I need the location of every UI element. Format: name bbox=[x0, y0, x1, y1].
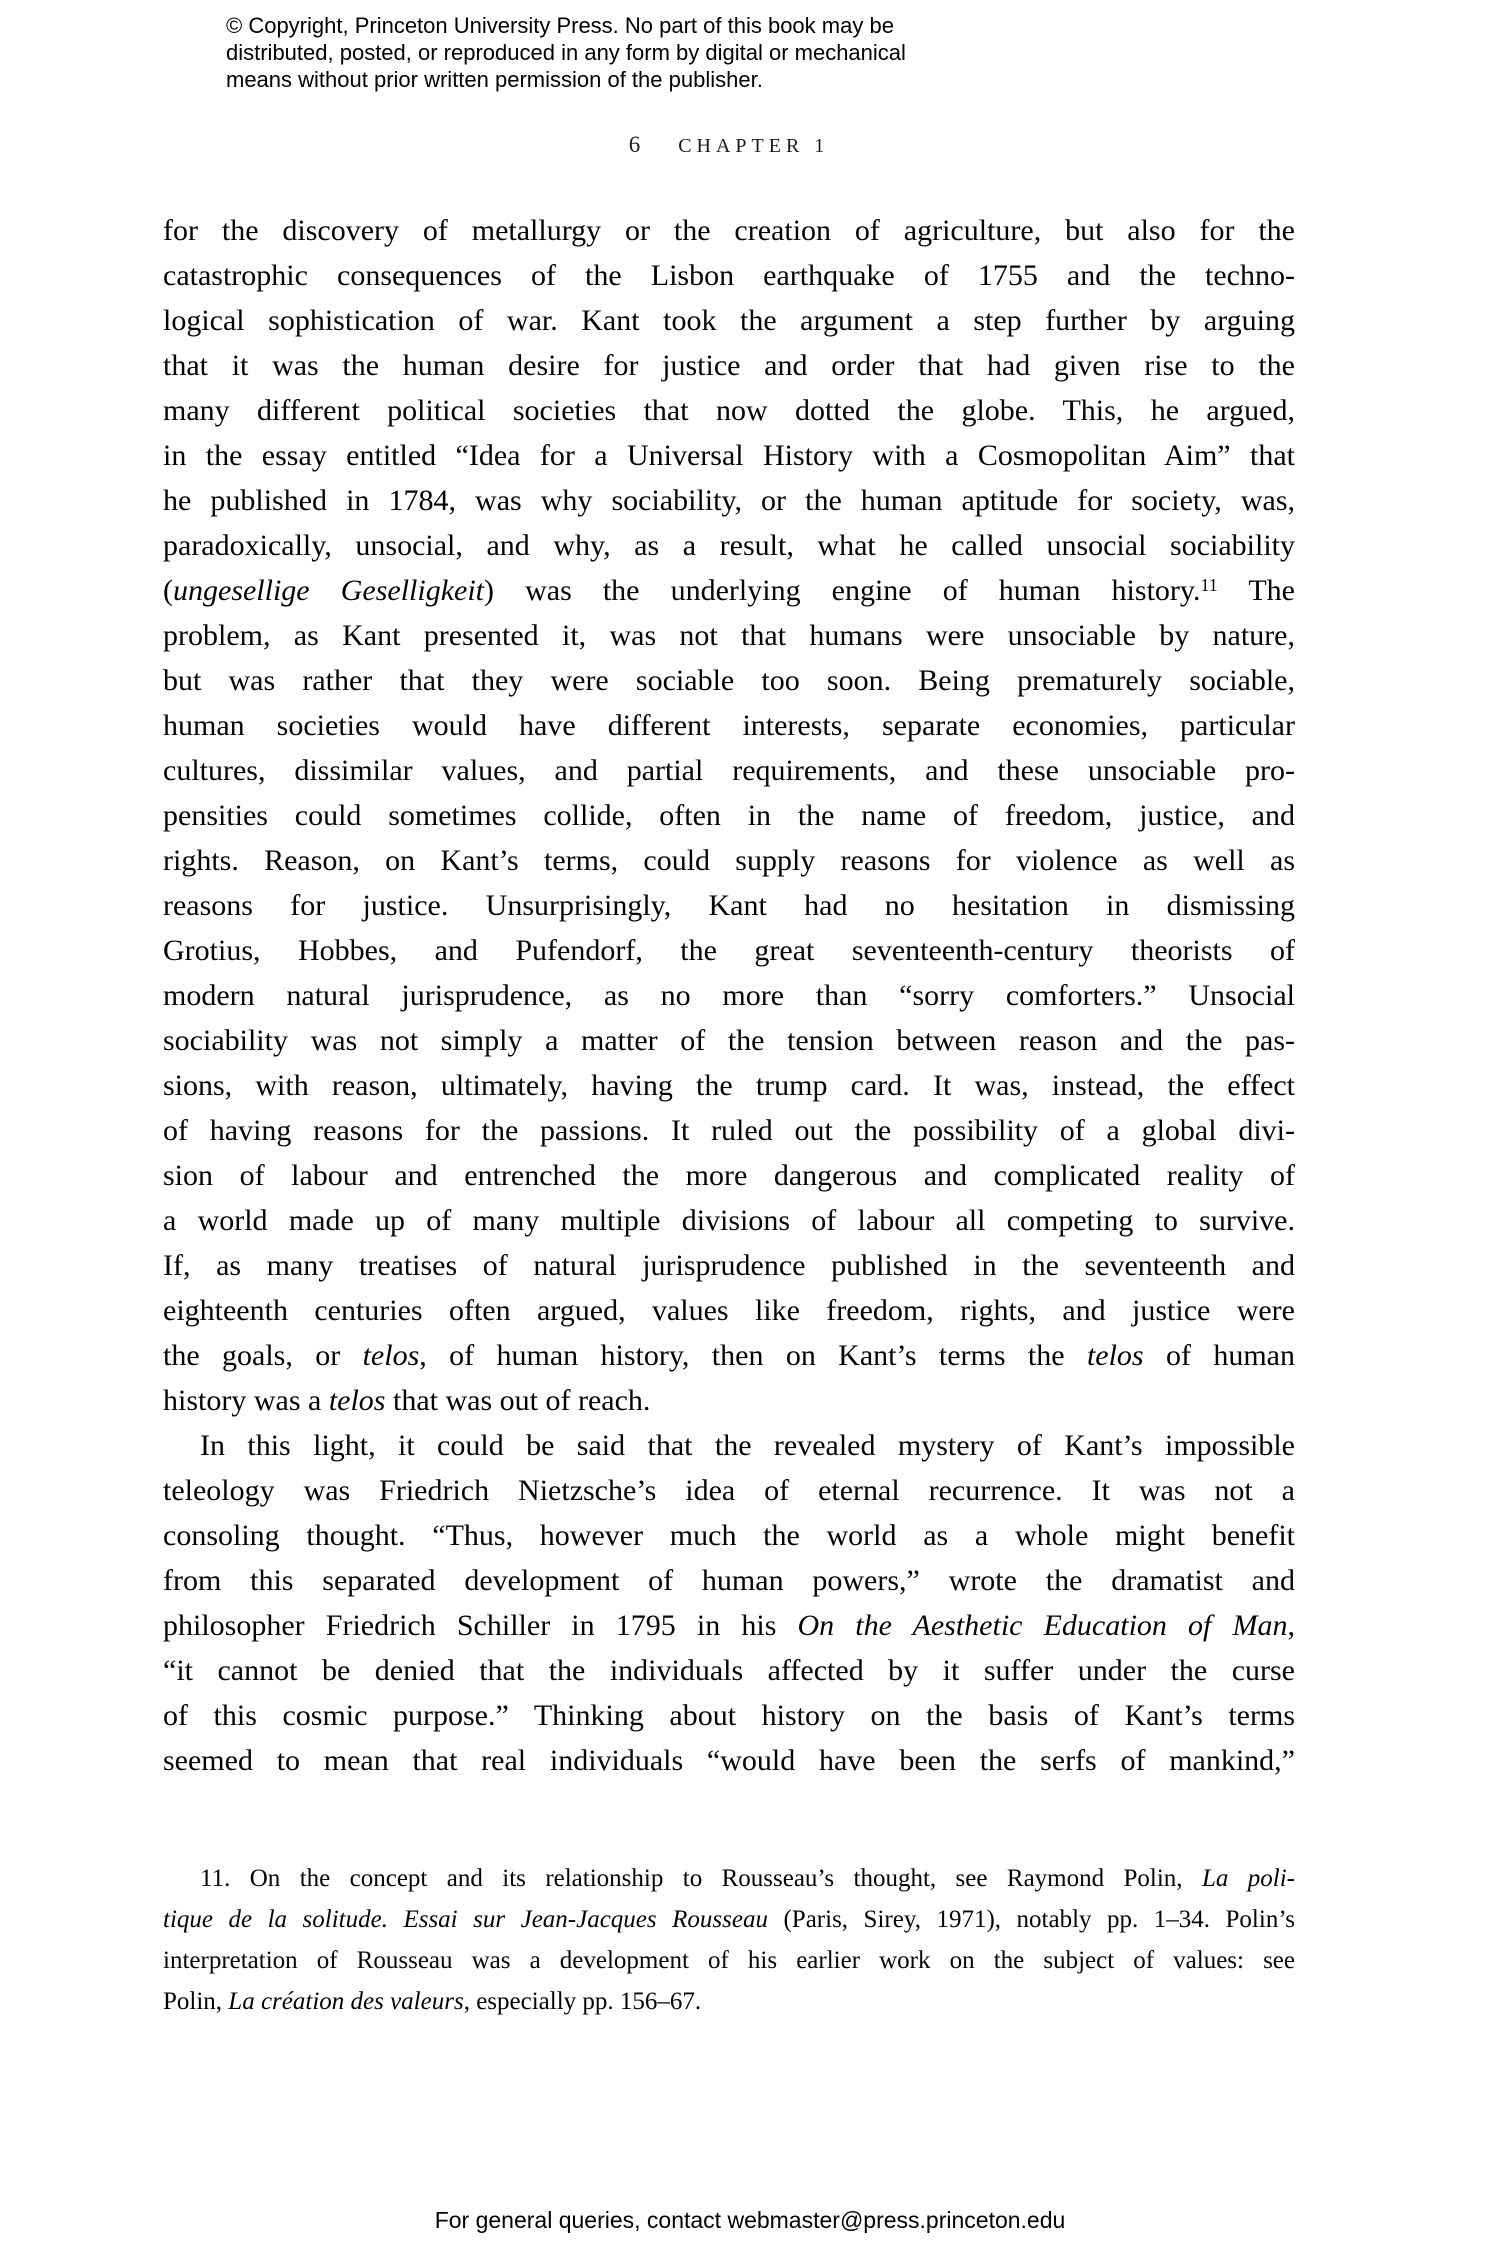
page-number: 6 bbox=[628, 132, 641, 157]
text-line: he published in 1784, was why sociability, or the human aptitude for society, was, bbox=[163, 484, 1295, 517]
copyright-notice bbox=[226, 12, 906, 93]
text-line: many different political societies that now dotted the globe. This, he argued, bbox=[163, 394, 1295, 427]
text-line: of having reasons for the passions. It ruled out the possibility of a global divi- bbox=[163, 1114, 1295, 1147]
paragraph bbox=[163, 208, 1295, 1423]
text-line: interpretation of Rousseau was a development of his earlier work on the subject of values: see bbox=[163, 1947, 1295, 1974]
text-line: cultures, dissimilar values, and partial requirements, and these unsociable pro- bbox=[163, 754, 1295, 787]
text-line: rights. Reason, on Kant’s terms, could supply reasons for violence as well as bbox=[163, 844, 1295, 877]
copyright-line-3: means without prior written permission of the publisher. bbox=[226, 67, 763, 92]
text-line: 11. On the concept and its relationship to Rousseau’s thought, see Raymond Polin, La poli- bbox=[200, 1865, 1295, 1892]
text-line: catastrophic consequences of the Lisbon earthquake of 1755 and the techno- bbox=[163, 259, 1295, 292]
text-line: for the discovery of metallurgy or the creation of agriculture, but also for the bbox=[163, 214, 1295, 247]
text-line: history was a telos that was out of reach. bbox=[163, 1384, 651, 1417]
text-line: Polin, La création des valeurs, especially pp. 156–67. bbox=[163, 1988, 702, 2015]
text-line: seemed to mean that real individuals “would have been the serfs of mankind,” bbox=[163, 1744, 1295, 1777]
text-line: modern natural jurisprudence, as no more than “sorry comforters.” Unsocial bbox=[163, 979, 1295, 1012]
text-line: “it cannot be denied that the individuals affected by it suffer under the curse bbox=[163, 1654, 1295, 1687]
text-line: tique de la solitude. Essai sur Jean-Jacques Rousseau (Paris, Sirey, 1971), notably pp. 1–34. Polin’s bbox=[163, 1906, 1295, 1933]
copyright-line-2: distributed, posted, or reproduced in any form by digital or mechanical bbox=[226, 40, 906, 65]
text-line: logical sophistication of war. Kant took the argument a step further by arguing bbox=[163, 304, 1295, 337]
copyright-line-1: © Copyright, Princeton University Press. No part of this book may be bbox=[226, 13, 894, 38]
text-line: human societies would have different interests, separate economies, particular bbox=[163, 709, 1295, 742]
chapter-label: CHAPTER 1 bbox=[678, 135, 830, 157]
text-line: from this separated development of human powers,” wrote the dramatist and bbox=[163, 1564, 1295, 1597]
text-line: philosopher Friedrich Schiller in 1795 in his On the Aesthetic Education of Man, bbox=[163, 1609, 1295, 1642]
text-line: sion of labour and entrenched the more dangerous and complicated reality of bbox=[163, 1159, 1295, 1192]
text-line: Grotius, Hobbes, and Pufendorf, the great seventeenth-century theorists of bbox=[163, 934, 1295, 967]
text-line: paradoxically, unsocial, and why, as a result, what he called unsocial sociability bbox=[163, 529, 1295, 562]
body-text bbox=[163, 208, 1295, 1783]
text-line: sions, with reason, ultimately, having the trump card. It was, instead, the effect bbox=[163, 1069, 1295, 1102]
text-line: teleology was Friedrich Nietzsche’s idea of eternal recurrence. It was not a bbox=[163, 1474, 1295, 1507]
running-head bbox=[163, 132, 1295, 158]
text-line: consoling thought. “Thus, however much the world as a whole might benefit bbox=[163, 1519, 1295, 1552]
text-line: but was rather that they were sociable too soon. Being prematurely sociable, bbox=[163, 664, 1295, 697]
text-line: problem, as Kant presented it, was not that humans were unsociable by nature, bbox=[163, 619, 1295, 652]
paragraph bbox=[163, 1423, 1295, 1783]
text-line: If, as many treatises of natural jurisprudence published in the seventeenth and bbox=[163, 1249, 1295, 1282]
text-line: in the essay entitled “Idea for a Universal History with a Cosmopolitan Aim” that bbox=[163, 439, 1295, 472]
text-line: eighteenth centuries often argued, values like freedom, rights, and justice were bbox=[163, 1294, 1295, 1327]
text-line: In this light, it could be said that the revealed mystery of Kant’s impossible bbox=[200, 1429, 1295, 1462]
text-line: the goals, or telos, of human history, then on Kant’s terms the telos of human bbox=[163, 1339, 1295, 1372]
text-line: (ungesellige Geselligkeit) was the underlying engine of human history.$^{11}$ The bbox=[163, 574, 1295, 607]
paragraph bbox=[163, 1858, 1295, 2022]
footnote bbox=[163, 1858, 1295, 2022]
text-line: a world made up of many multiple divisions of labour all competing to survive. bbox=[163, 1204, 1295, 1237]
text-line: sociability was not simply a matter of the tension between reason and the pas- bbox=[163, 1024, 1295, 1057]
text-line: reasons for justice. Unsurprisingly, Kant had no hesitation in dismissing bbox=[163, 889, 1295, 922]
footer-queries-line: For general queries, contact webmaster@press.princeton.edu bbox=[434, 2207, 1066, 2233]
text-line: that it was the human desire for justice and order that had given rise to the bbox=[163, 349, 1295, 382]
text-line: of this cosmic purpose.” Thinking about history on the basis of Kant’s terms bbox=[163, 1699, 1295, 1732]
text-line: pensities could sometimes collide, often in the name of freedom, justice, and bbox=[163, 799, 1295, 832]
